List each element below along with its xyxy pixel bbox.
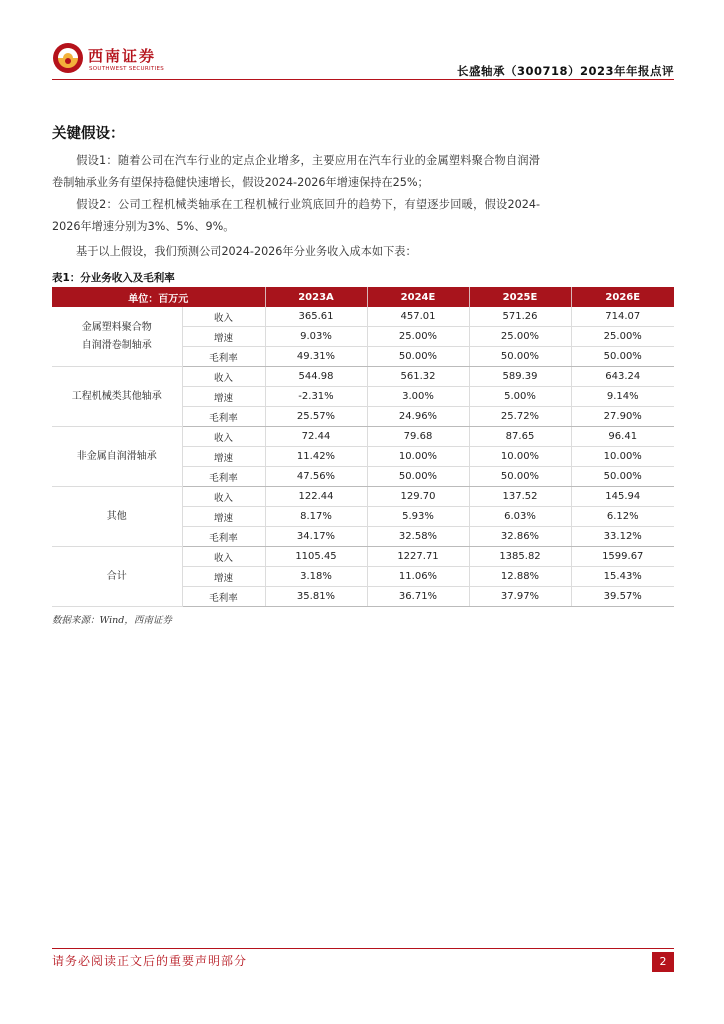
value-cell: 643.24 [571, 367, 674, 387]
value-cell: 571.26 [469, 307, 571, 327]
value-cell: 25.00% [367, 327, 469, 347]
value-cell: 137.52 [469, 487, 571, 507]
value-cell: 561.32 [367, 367, 469, 387]
value-cell: 11.06% [367, 567, 469, 587]
value-cell: 6.12% [571, 507, 674, 527]
value-cell: 5.93% [367, 507, 469, 527]
value-cell: 10.00% [469, 447, 571, 467]
table-row [52, 367, 674, 387]
value-cell: 96.41 [571, 427, 674, 447]
metric-cell: 收入 [182, 307, 265, 327]
footer-disclaimer: 请务必阅读正文后的重要声明部分 [52, 954, 248, 968]
value-cell: 47.56% [265, 467, 367, 487]
column-header: 2024E [367, 287, 469, 307]
segment-name-cell: 合计 [52, 547, 182, 607]
value-cell: 50.00% [469, 347, 571, 367]
metric-cell: 增速 [182, 567, 265, 587]
column-header: 2026E [571, 287, 674, 307]
value-cell: 32.86% [469, 527, 571, 547]
value-cell: 25.00% [469, 327, 571, 347]
value-cell: 24.96% [367, 407, 469, 427]
value-cell: 5.00% [469, 387, 571, 407]
footer-divider [52, 948, 674, 949]
value-cell: 714.07 [571, 307, 674, 327]
segment-name-line: 金属塑料聚合物 [81, 321, 152, 333]
value-cell: 50.00% [571, 467, 674, 487]
value-cell: 27.90% [571, 407, 674, 427]
value-cell: 34.17% [265, 527, 367, 547]
table-header-row [52, 287, 674, 307]
metric-cell: 毛利率 [182, 587, 265, 607]
value-cell: 49.31% [265, 347, 367, 367]
page-number: 2 [652, 952, 674, 972]
value-cell: 39.57% [571, 587, 674, 607]
value-cell: 50.00% [367, 347, 469, 367]
value-cell: 9.14% [571, 387, 674, 407]
metric-cell: 收入 [182, 547, 265, 567]
table-caption: 表1：分业务收入及毛利率 [52, 272, 175, 284]
section-title: 关键假设： [52, 126, 125, 142]
value-cell: 72.44 [265, 427, 367, 447]
value-cell: 11.42% [265, 447, 367, 467]
value-cell: 87.65 [469, 427, 571, 447]
segment-name-cell: 工程机械类其他轴承 [52, 367, 182, 427]
segment-name-line: 自润滑卷制轴承 [81, 339, 152, 351]
page-header [52, 40, 674, 82]
value-cell: 25.00% [571, 327, 674, 347]
value-cell: 37.97% [469, 587, 571, 607]
value-cell: 12.88% [469, 567, 571, 587]
metric-cell: 毛利率 [182, 467, 265, 487]
assumption-1-text: 假设1：随着公司在汽车行业的定点企业增多，主要应用在汽车行业的金属塑料聚合物自润滑卷制轴承业务有望保持稳健快速增长，假设2024-2026年增速保持在25%； [52, 154, 540, 189]
metric-cell: 收入 [182, 427, 265, 447]
value-cell: 79.68 [367, 427, 469, 447]
unit-header: 单位：百万元 [52, 287, 265, 307]
logo-chinese-text: 西南证券 [88, 47, 157, 65]
value-cell: 25.57% [265, 407, 367, 427]
table-row [52, 547, 674, 567]
value-cell: 6.03% [469, 507, 571, 527]
forecast-intro-paragraph [52, 241, 540, 263]
segment-name-cell [52, 307, 182, 367]
value-cell: 50.00% [367, 467, 469, 487]
value-cell: 8.17% [265, 507, 367, 527]
value-cell: 9.03% [265, 327, 367, 347]
value-cell: -2.31% [265, 387, 367, 407]
value-cell: 1227.71 [367, 547, 469, 567]
table-row [52, 487, 674, 507]
metric-cell: 增速 [182, 387, 265, 407]
metric-cell: 增速 [182, 507, 265, 527]
metric-cell: 毛利率 [182, 407, 265, 427]
metric-cell: 收入 [182, 487, 265, 507]
value-cell: 50.00% [469, 467, 571, 487]
value-cell: 32.58% [367, 527, 469, 547]
header-divider [52, 79, 674, 80]
metric-cell: 增速 [182, 327, 265, 347]
value-cell: 35.81% [265, 587, 367, 607]
value-cell: 544.98 [265, 367, 367, 387]
metric-cell: 增速 [182, 447, 265, 467]
value-cell: 145.94 [571, 487, 674, 507]
company-logo [52, 42, 222, 78]
metric-cell: 毛利率 [182, 527, 265, 547]
value-cell: 129.70 [367, 487, 469, 507]
assumption-2-text: 假设2：公司工程机械类轴承在工程机械行业筑底回升的趋势下，有望逐步回暖，假设2024-2026年增速分别为3%、5%、9%。 [52, 198, 540, 233]
table-row [52, 307, 674, 327]
value-cell: 122.44 [265, 487, 367, 507]
segment-name-cell: 其他 [52, 487, 182, 547]
value-cell: 10.00% [367, 447, 469, 467]
column-header: 2025E [469, 287, 571, 307]
segment-name-cell: 非金属自润滑轴承 [52, 427, 182, 487]
value-cell: 1599.67 [571, 547, 674, 567]
value-cell: 33.12% [571, 527, 674, 547]
value-cell: 589.39 [469, 367, 571, 387]
column-header: 2023A [265, 287, 367, 307]
value-cell: 10.00% [571, 447, 674, 467]
assumption-paragraph-1 [52, 150, 540, 194]
value-cell: 3.18% [265, 567, 367, 587]
metric-cell: 收入 [182, 367, 265, 387]
value-cell: 50.00% [571, 347, 674, 367]
assumption-paragraph-2 [52, 194, 540, 238]
value-cell: 365.61 [265, 307, 367, 327]
table-row [52, 427, 674, 447]
metric-cell: 毛利率 [182, 347, 265, 367]
value-cell: 1385.82 [469, 547, 571, 567]
logo-emblem-icon [52, 42, 84, 74]
data-source-note: 数据来源：Wind，西南证券 [52, 615, 172, 626]
logo-english-text: SOUTHWEST SECURITIES [89, 66, 165, 72]
value-cell: 25.72% [469, 407, 571, 427]
segment-revenue-table [52, 287, 674, 607]
value-cell: 1105.45 [265, 547, 367, 567]
forecast-intro-text: 基于以上假设，我们预测公司2024-2026年分业务收入成本如下表： [76, 245, 417, 258]
value-cell: 36.71% [367, 587, 469, 607]
value-cell: 15.43% [571, 567, 674, 587]
value-cell: 457.01 [367, 307, 469, 327]
report-title: 长盛轴承（300718）2023年年报点评 [456, 64, 674, 78]
value-cell: 3.00% [367, 387, 469, 407]
